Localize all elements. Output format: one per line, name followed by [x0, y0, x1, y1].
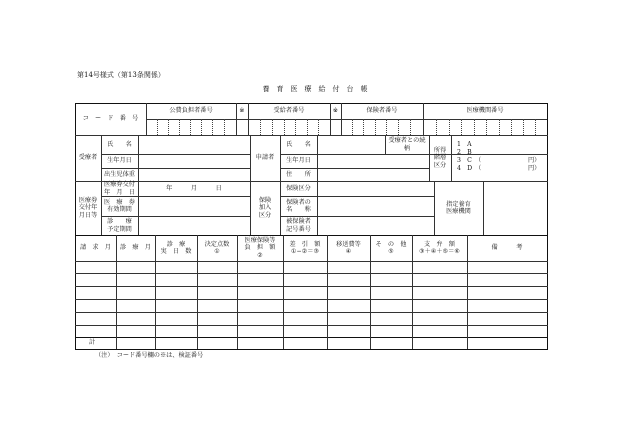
total-row[interactable]	[117, 339, 547, 349]
col-treatment-month: 診 療 月	[120, 244, 151, 252]
public-payer-number-header: 公費負担者番号	[169, 107, 213, 115]
recipient-number-header: 受給者番号	[273, 107, 305, 115]
income-class-a: 1 A	[457, 141, 472, 148]
income-class-b: 2 B	[457, 149, 472, 156]
verification-mark-2: ※	[332, 107, 339, 115]
insured-symbol-field[interactable]	[318, 217, 434, 235]
table-row[interactable]	[76, 326, 547, 337]
recipient-group-label: 受療者	[78, 154, 98, 162]
table-row[interactable]	[76, 274, 547, 286]
designated-institution-field[interactable]	[484, 182, 547, 235]
col-billing-month: 請 求 月	[80, 244, 111, 252]
col-other: そ の 他 ⑤	[375, 240, 407, 255]
total-row-label: 計	[89, 339, 96, 347]
applicant-name-label: 氏 名	[286, 140, 311, 148]
insurance-group-label: 保険 加入 区分	[258, 197, 272, 219]
col-treatment-days: 診 療 実 日 数	[160, 240, 192, 255]
recipient-number-field[interactable]	[249, 120, 330, 135]
table-row[interactable]	[76, 300, 547, 312]
public-payer-number-field[interactable]	[147, 120, 236, 135]
recipient-name-field[interactable]	[139, 136, 250, 154]
income-class-c: 3 C （	[457, 157, 482, 164]
designated-institution-label: 指定養育 医療機関	[446, 200, 471, 215]
institution-number-field[interactable]	[424, 120, 547, 135]
birth-weight-label: 出生児体重	[104, 170, 135, 178]
voucher-validity-label: 医 療 券 有効期間	[104, 198, 135, 213]
income-class-label: 所得 階層 区分	[433, 147, 447, 169]
voucher-validity-field[interactable]	[139, 197, 250, 216]
applicant-group-label: 申請者	[255, 154, 275, 162]
applicant-birth-field[interactable]	[318, 155, 429, 168]
insurer-number-field[interactable]	[342, 120, 423, 135]
footnote: （注） コード番号欄の※は、検証番号	[95, 352, 204, 359]
relation-label: 受療者との続柄	[388, 137, 426, 152]
col-remarks: 備 考	[491, 244, 523, 252]
insurance-category-label: 保険区分	[286, 184, 311, 192]
recipient-name-label: 氏 名	[107, 140, 132, 148]
voucher-issue-date-label: 医療券交付 年 月 日	[104, 181, 135, 196]
form-label: 第14号様式（第13条関係）	[77, 71, 165, 79]
col-payment-amount: 支 弁 額 ③＋④＋⑤＝⑥	[419, 240, 460, 255]
code-number-label: コ ー ド 番 号	[82, 115, 139, 123]
insurer-name-field[interactable]	[318, 197, 434, 216]
insured-symbol-label: 被保険者 記号番号	[286, 218, 311, 233]
applicant-address-label: 住 所	[286, 170, 311, 178]
insurer-number-header: 保険者番号	[366, 107, 398, 115]
table-row[interactable]	[76, 287, 547, 299]
page-title: 養 育 医 療 給 付 台 帳	[262, 85, 368, 93]
treatment-schedule-label: 診 療 予定期間	[107, 218, 132, 233]
income-class-d: 4 D （	[457, 165, 482, 172]
col-insurance-burden: 医療保険等 負 担 額 ②	[244, 237, 276, 259]
insurance-category-field[interactable]	[318, 182, 434, 196]
applicant-name-field[interactable]	[318, 136, 385, 154]
recipient-birth-label: 生年月日	[107, 157, 132, 165]
voucher-group-label: 医療券 交付年 月日等	[78, 197, 98, 219]
col-transport-cost: 移送費等 ④	[336, 240, 361, 255]
institution-number-header: 医療機関番号	[466, 107, 504, 115]
birth-weight-field[interactable]	[139, 169, 250, 181]
income-yen-d: 円）	[528, 165, 541, 172]
income-yen-c: 円）	[528, 157, 541, 164]
table-row[interactable]	[76, 313, 547, 325]
col-balance: 差 引 額 ①−②＝③	[289, 240, 321, 255]
verification-mark-1: ※	[239, 107, 245, 115]
applicant-birth-label: 生年月日	[286, 157, 311, 165]
applicant-address-field[interactable]	[318, 169, 429, 181]
recipient-birth-field[interactable]	[139, 155, 250, 168]
col-decided-points: 決定点数 ①	[204, 240, 230, 255]
table-row[interactable]	[76, 262, 547, 273]
treatment-schedule-field[interactable]	[139, 217, 250, 235]
voucher-issue-date-value[interactable]: 年 月 日	[166, 184, 222, 192]
insurer-name-label: 保険者の 名 称	[286, 198, 311, 213]
